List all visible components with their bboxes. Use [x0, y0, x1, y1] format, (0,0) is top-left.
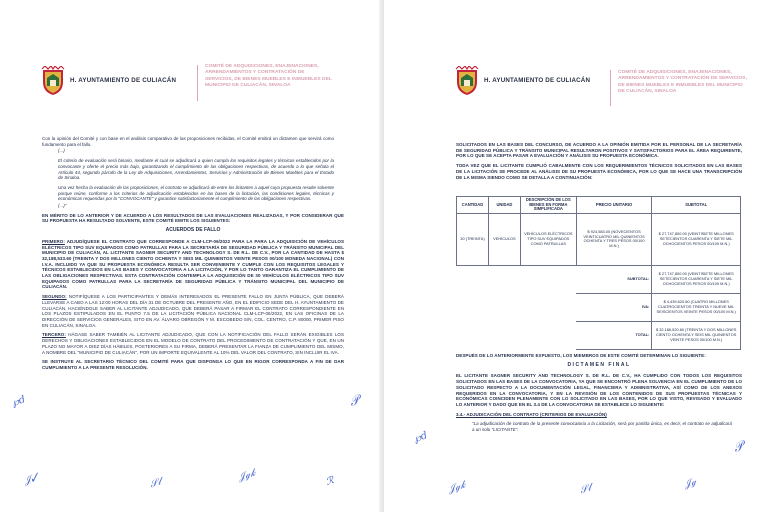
handwritten-signature: 𝒥ℊ — [682, 476, 698, 491]
handwritten-signature: ℘d — [10, 394, 27, 409]
handwritten-signature: ℛ — [324, 475, 336, 488]
document-body — [42, 136, 344, 375]
paragraph: EL LICITANTE SAGNER SECURITY AND TECHNOLOGY S. DE R.L. DE C.V., HA CUMPLIDO CON TODOS LOS REQUISITOS SOLICITADOS EN LAS BASES DE LA CONVOCATORIA, YA QUE SE ENCONTRÓ PLENA SOLVENCIA EN EL CUMPLIMIENTO DE LO SOLICITADO RESPECTO A LA DOCUMENTACIÓN LEGAL, FINANCIERA Y ADMINISTRATIVA, ASÍ COMO DE LOS ANEXOS REQUERIDOS EN LA CONVOCATORIA, Y EN LA REVISIÓN DE LOS CONTENIDOS DE SUS PROPUESTAS TÉCNICAS Y ECONÓMICAS COINCIDEN PLENAMENTE CON LO SOLICITADO EN LAS BASES, POR LO QUE VISTO, REVISADO Y EVALUADO LO ANTERIOR Y DADO QUE EN EL 3.4 DE LA CONVOCATORIA SE ESTABLECE LO SIGUIENTE: — [456, 373, 742, 407]
document-body-top — [456, 142, 742, 184]
total-value: $ 32,186,520.60 (TREINTA Y DOS MILLONES CIENTO OCHENTA Y SEIS MIL QUINIENTOS VEINTE PESOS 00/100 M.N.) — [652, 321, 741, 349]
handwritten-signature: 𝒮𝓁 — [148, 476, 163, 491]
economic-proposal-table — [456, 196, 741, 350]
handwritten-signature: 𝒫 — [347, 392, 362, 411]
municipal-crest-icon — [454, 66, 480, 96]
handwritten-signature: 𝒥✓ — [22, 472, 40, 487]
clause-text: ADJUDÍQUESE EL CONTRATO QUE CORRESPONDE A CLM-LCP-06/2022 PARA LA PARA LA ADQUISICIÓN DE VEHÍCULOS ELÉCTRICOS TIPO SUV EQUIPADOS COMO PATRULLAS PARA LA SECRETARÍA DE SEGURIDAD PÚBLICA Y TRÁNSITO MUNICIPAL DEL MUNICIPIO DE CULIACÁN, AL LICITANTE SAGNER SECURITY AND TECHNOLOGY S. DE R.L. DE C.V., POR LA CANTIDAD DE HASTA $ 32,188,533.60 (TREINTA Y DOS MILLONES CIENTO OCHENTA Y SEIS MIL QUINIENTOS VEINTE PESOS 00/100 MONEDA NACIONAL) CON I.V.A. INCLUIDO YA QUE SU PROPUESTA ECONÓMICA RESULTA SER CONVENIENTE Y CUMPLE CON LOS REQUISITOS LEGALES Y TÉCNICOS ESTABLECIDOS EN LAS BASES Y CONVOCATORIA A LA LICITACIÓN, Y POR LO TANTO GARANTIZA EL CUMPLIMIENTO DE LAS OBLIGACIONES RESPECTIVAS. ESTA CONTRATACIÓN CONTEMPLA LA ADQUISICIÓN DE 30 VEHÍCULOS ELÉCTRICOS TIPO SUV EQUIPADOS COMO PATRULLAS PARA LA SECRETARÍA DE SEGURIDAD PÚBLICA Y TRÁNSITO MUNICIPAL DEL MUNICIPIO DE CULIACÁN. — [42, 238, 345, 290]
clause-label: TERCERO: — [42, 332, 66, 338]
cell-subtotal: $ 27,747,800.00 (VEINTISIETE MILLONES SETECIENTOS CUARENTA Y SIETE MIL OCHOCIENTOS PESOS 00/100 M.N.) — [652, 213, 741, 265]
totals-row — [457, 293, 741, 321]
column-header: CANTIDAD — [457, 197, 489, 214]
column-header: UNIDAD — [488, 197, 520, 214]
municipal-crest-icon — [40, 66, 66, 96]
quoted-paragraph: (...)" — [58, 203, 67, 209]
header-divider — [610, 70, 611, 106]
cell-description: VEHÍCULOS ELÉCTRICOS TIPO SUV EQUIPADOS COMO PATRULLAS — [520, 213, 576, 265]
paragraph: DESPUÉS DE LO ANTERIORMENTE EXPUESTO, LOS MIEMBROS DE ESTE COMITÉ DETERMINAN LO SIGUIENTE: — [456, 353, 706, 358]
clause-text: HÁGASE SABER TAMBIÉN AL LICITANTE ADJUDICADO, QUE CON LA NOTIFICACIÓN DEL FALLO SERÁN EXIGIBLES LOS DERECHOS Y OBLIGACIONES ESTABLECIDOS EN EL MODELO DE CONTRATO DEL PROCEDIMIENTO DE CONTRATACIÓN Y QUE, EN UN PLAZO NO MAYOR A DIEZ DÍAS HÁBILES, POSTERIORES A SU FIRMA, DEBERÁ PRESENTAR LA FIANZA DE CUMPLIMIENTO DEL MISMO, A NOMBRE DEL "MUNICIPIO DE CULIACÁN", POR UN IMPORTE EQUIVALENTE AL 10% DEL VALOR DEL CONTRATO, SIN INCLUIR EL IVA. — [42, 332, 344, 355]
table-row — [457, 213, 741, 265]
clause-text: NOTIFÍQUESE A LOS PARTICIPANTES Y DEMÁS INTERESADOS EL PRESENTE FALLO EN JUNTA PÚBLICA, QUE DEBERÁ LLEVARSE A CABO A LAS 12:00 HORAS DEL DÍA 31 DE OCTUBRE DEL PRESENTE AÑO, EN EL EDIFICIO SEDE DEL H. AYUNTAMIENTO DE CULIACÁN, HACIÉNDOLE SABER AL LICITANTE ADJUDICADO, QUE DEBERÁ PASAR A FIRMAR EL CONTRATO CORRESPONDIENTE EN LOS PLAZOS ESTIPULADOS EN EL PUNTO 7.5 DE LA LICITACIÓN PÚBLICA NACIONAL CLM-LCP-06/2022, EN LAS OFICINAS DE LA DIRECCIÓN DE SERVICIOS GENERALES, SITO EN AV. ÁLVARO OBREGÓN Y M. ESCOBEDO S/N, COL. CENTRO, C.P. 80000, PRIMER PISO EN CULIACÁN, SINALOA. — [42, 294, 344, 328]
section-heading: ACUERDOS DE FALLO — [165, 227, 221, 234]
column-header: SUBTOTAL — [652, 197, 741, 214]
page-header — [40, 64, 176, 112]
column-header: DESCRIPCIÓN DE LOS BIENES EN FORMA SIMPLIFICADA — [520, 197, 576, 214]
total-label: IVA: — [576, 293, 652, 321]
totals-row — [457, 265, 741, 293]
committee-name: COMITÉ DE ADQUISICIONES, ENAJENACIONES, ARRENDAMIENTOS Y CONTRATACIÓN DE SERVICIOS, DE BIENES MUEBLES E INMUEBLES DEL MUNICIPIO DE CULIACÁN, SINALOA — [205, 64, 332, 88]
total-label: SUBTOTAL: — [576, 265, 652, 293]
section-heading: DICTAMEN FINAL — [567, 361, 631, 368]
org-name: H. AYUNTAMIENTO DE CULIACÁN — [484, 77, 591, 84]
paragraph: (...) — [58, 148, 65, 154]
paragraph: SOLICITADOS EN LAS BASES DEL CONCURSO, DE ACUERDO A LA OPINIÓN EMITIDA POR EL PERSONAL DE LA SECRETARÍA DE SEGURIDAD PÚBLICA Y TRÁNSITO MUNICIPAL RESULTARON POSITIVOS Y SATISFACTORIOS PARA EL ÁREA REQUIRENTE, POR LO QUE SE ACEPTA PASAR A EVALUACIÓN Y ANÁLISIS SU PROPUESTA ECONÓMICA. — [456, 142, 742, 159]
quoted-paragraph: El criterio de evaluación será binario, mediante el cual se adjudicará a quien cumpla los requisitos legales y técnicos establecidos por la convocante y oferte el precio más bajo, garantizando el cumplimiento de las obligaciones respectivas, de acuerdo a lo que señala el Artículo 44, segundo párrafo de la Ley de Adquisiciones, Arrendamientos, Servicios y Administración de Bienes Muebles para el Estado de Sinaloa. — [58, 158, 334, 181]
column-header: PRECIO UNITARIO — [576, 197, 652, 214]
clause-label: PRIMERO: — [42, 238, 65, 244]
subsection-heading: 3.4.- ADJUDICACIÓN DEL CONTRATO (CRITERIOS DE EVALUACIÓN) — [456, 411, 607, 417]
totals-row — [457, 321, 741, 349]
total-label: TOTAL: — [576, 321, 652, 349]
handwritten-signature: 𝒫 — [731, 438, 746, 457]
paragraph: SE INSTRUYE AL SECRETARIO TÉCNICO DEL COMITÉ PARA QUE DISPONGA LO QUE EN RIGOR CORRESPONDA A FIN DE DAR CUMPLIMIENTO A LA PRESENTE RESOLUCIÓN. — [42, 359, 344, 370]
cell-unit: VEHÍCULOS — [488, 213, 520, 265]
cell-unit-price: $ 924,583.00 (NOVECIENTOS VEINTICUATRO MIL QUINIENTOS OCHENTA Y TRES PESOS 00/100 M.N.) — [576, 213, 652, 265]
handwritten-signature: 𝒥ℊ𝓀 — [236, 467, 257, 484]
org-name: H. AYUNTAMIENTO DE CULIACÁN — [70, 77, 177, 84]
handwritten-signature: 𝒥ℊ𝓀 — [446, 479, 467, 496]
total-value: $ 4,439,620.60 (CUATRO MILLONES CUATROCIENTOS TREINTA Y NUEVE MIL SEISCIENTOS VEINTE PESOS 00/100 M.N.) — [652, 293, 741, 321]
paragraph: Con la opinión del Comité y con base en el análisis comparativo de las proposiciones recibidas, el Comité emitirá un dictamen que servirá como fundamento para el fallo. — [42, 136, 334, 147]
quoted-paragraph: "La adjudicación de contrato de la presente convocatoria a la Licitación, será por partida única, es decir, el contrato se adjudicará a un solo "LICITANTE". — [472, 421, 732, 433]
clause-label: SEGUNDO: — [42, 294, 67, 300]
total-value: $ 27,747,800.00 (VEINTISIETE MILLONES SETECIENTOS CUARENTA Y SIETE MIL OCHOCIENTOS PESOS 00/100 M.N.) — [652, 265, 741, 293]
handwritten-signature: ℘d — [412, 430, 429, 445]
handwritten-signature: 𝒮𝓁 — [578, 482, 593, 497]
document-body-bottom — [456, 353, 742, 437]
paragraph: TODA VEZ QUE EL LICITANTE CUMPLIÓ CABALMENTE CON LOS REQUERIMIENTOS TÉCNICOS SOLICITADOS EN LAS BASES DE LA LICITACIÓN SE PROCEDE AL ANÁLISIS DE SU PROPUESTA ECONÓMICA, POR LO QUE SE HACE UNA TRANSCRIPCIÓN DE LA MISMA SIENDO COMO SE DETALLA A CONTINUACIÓN: — [456, 163, 742, 180]
document-page-right — [384, 0, 768, 512]
header-divider — [197, 65, 198, 101]
page-header — [454, 64, 590, 112]
committee-name: COMITÉ DE ADQUISICIONES, ENAJENACIONES, ARRENDAMIENTOS Y CONTRATACIÓN DE SERVICIOS, DE BIENES MUEBLES E INMUEBLES DEL MUNICIPIO DE CULIACÁN, SINALOA — [618, 70, 747, 94]
cell-quantity: 30 (TREINTA) — [457, 213, 489, 265]
table-header-row — [457, 197, 741, 214]
paragraph: EN MÉRITO DE LO ANTERIOR Y DE ACUERDO A LOS RESULTADOS DE LAS EVALUACIONES REALIZADAS, Y POR CONSIDERAR QUE SU PROPUESTA HA RESULTADO SOLVENTE, ESTE COMITÉ EMITE LOS SIGUIENTES: — [42, 212, 344, 224]
quoted-paragraph: Una vez hecha la evaluación de las proposiciones, el contrato se adjudicará de entre los licitantes a aquel cuya propuesta resulte solvente porque reúne, conforme a los criterios de adjudicación establecidos en las bases de la licitación, las condiciones legales, técnicas y económicas requeridas por la "CONVOCANTE" y garantice satisfactoriamente el cumplimiento de las obligaciones respectivas. — [58, 184, 334, 202]
